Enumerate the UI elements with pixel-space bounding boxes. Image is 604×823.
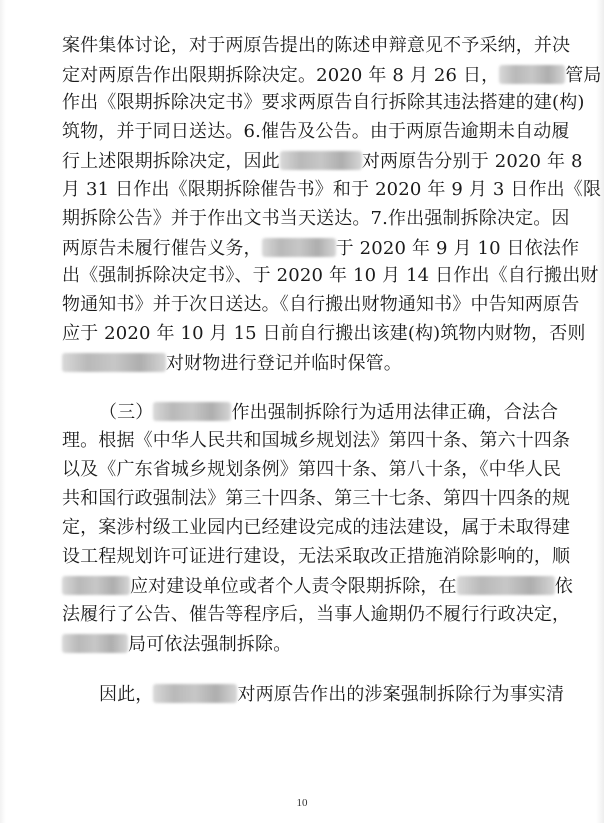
text-segment: 于 2020 年 9 月 10 日依法作: [335, 238, 580, 259]
text-segment: 物通知书》并于次日送达。《自行搬出财物通知书》中告知两原告: [62, 294, 580, 315]
text-segment: 管局: [565, 65, 602, 86]
text-segment: 月 31 日作出《限期拆除催告书》和于 2020 年 9 月 3 日作出《限: [62, 179, 602, 200]
text-line: [62, 547, 570, 567]
text-line: [62, 295, 579, 315]
text-line: [62, 518, 570, 538]
text-line: [62, 489, 570, 509]
text-segment: 局可依法强制拆除。: [128, 634, 292, 655]
text-segment: 作出强制拆除行为适用法律正确，合法合: [231, 402, 559, 423]
text-line: [62, 151, 583, 171]
text-line: [62, 266, 599, 286]
text-segment: 对财物进行登记并临时保管。: [166, 353, 402, 374]
redacted-text: [280, 151, 362, 170]
text-segment: 定对两原告作出限期拆除决定。2020 年 8 月 26 日，: [62, 65, 500, 86]
text-segment: 法履行了公告、催告等程序后，当事人逾期仍不履行行政决定，: [62, 604, 571, 625]
redacted-text: [62, 353, 166, 372]
text-segment: 定，案涉村级工业园内已经建设完成的违法建设，属于未取得建: [62, 517, 571, 538]
text-segment: 筑物，并于同日送达。6.催告及公告。由于两原告逾期未自动履: [62, 121, 570, 142]
redacted-text: [62, 576, 130, 595]
text-line: [62, 65, 602, 85]
text-segment: 两原告未履行催告义务，: [62, 238, 262, 259]
redacted-text: [262, 238, 336, 257]
redacted-text: [499, 65, 565, 84]
text-segment: 期拆除公告》并于作出文书当天送达。7.作出强制拆除决定。因: [62, 208, 570, 229]
redacted-text: [62, 634, 128, 653]
text-segment: 对两原告分别于 2020 年 8: [361, 151, 583, 172]
text-segment: 应对建设单位或者个人责令限期拆除，在: [130, 576, 457, 597]
text-segment: 设工程规划许可证进行建设，无法采取改正措施消除影响的，顺: [62, 546, 571, 567]
text-segment: 理。根据《中华人民共和国城乡规划法》第四十条、第六十四条: [62, 430, 571, 451]
text-line: [99, 684, 564, 704]
text-line: [62, 209, 570, 229]
text-segment: 因此，: [99, 684, 154, 705]
redacted-text: [457, 576, 555, 595]
text-line: [62, 605, 570, 625]
text-segment: 对两原告作出的涉案强制拆除行为事实清: [237, 684, 565, 705]
redacted-text: [153, 684, 237, 703]
text-line: [62, 36, 570, 56]
page-number: 10: [296, 797, 308, 809]
text-line: [62, 460, 561, 480]
text-segment: 以及《广东省城乡规划条例》第四十条、第八十条，《中华人民: [62, 459, 562, 480]
text-line: [62, 93, 585, 113]
text-segment: 出《强制拆除决定书》、于 2020 年 10 月 14 日作出《自行搬出财: [62, 265, 599, 286]
text-line: [62, 238, 579, 258]
text-segment: （三）: [99, 402, 154, 423]
text-segment: 共和国行政强制法》第三十四条、第三十七条、第四十四条的规: [62, 488, 571, 509]
text-segment: 作出《限期拆除决定书》要求两原告自行拆除其违法搭建的建(构): [62, 92, 585, 113]
text-line: [62, 324, 586, 344]
text-line: [62, 180, 601, 200]
text-segment: 依: [554, 576, 573, 597]
text-segment: 行上述限期拆除决定，因此: [62, 151, 280, 172]
text-line: [62, 634, 291, 654]
text-line: [62, 431, 570, 451]
text-segment: 案件集体讨论，对于两原告提出的陈述申辩意见不予采纳，并决: [62, 35, 571, 56]
text-line: [99, 402, 558, 422]
text-line: [62, 353, 402, 373]
text-line: [62, 122, 570, 142]
text-line: [62, 576, 573, 596]
redacted-text: [153, 402, 231, 421]
text-segment: 应于 2020 年 10 月 15 日前自行搬出该建(构)筑物内财物，否则: [62, 323, 586, 344]
